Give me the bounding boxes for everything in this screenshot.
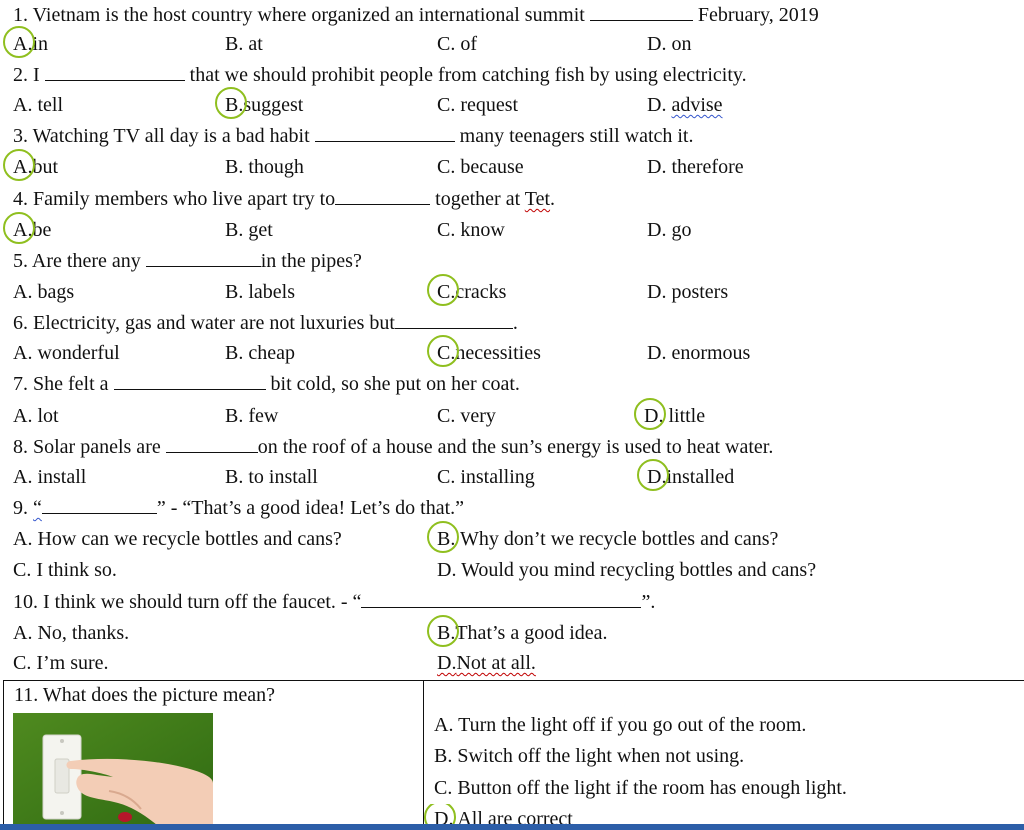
option-a[interactable]: A. lot: [13, 405, 59, 427]
selected-circle-icon: [427, 274, 459, 306]
selected-circle-icon: [634, 398, 666, 430]
selected-circle-icon: [215, 87, 247, 119]
options-10-row1: [0, 618, 1024, 649]
selected-circle-icon: [427, 521, 459, 553]
option-b[interactable]: B. get: [225, 219, 273, 241]
option-d[interactable]: D. enormous: [647, 342, 751, 364]
answer-blank: [395, 310, 513, 329]
option-a[interactable]: A.be: [13, 215, 51, 246]
selected-circle-icon: [637, 459, 669, 491]
options-5: [0, 277, 1024, 308]
selected-circle-icon: [3, 212, 35, 244]
option-b[interactable]: B. though: [225, 156, 304, 178]
question-10: 10. I think we should turn off the faucet. - “ ”.: [13, 591, 656, 613]
option-a[interactable]: A. tell: [13, 94, 63, 116]
question-11: 11. What does the picture mean?: [14, 684, 276, 706]
question-9: 9. “ ” - “That’s a good idea! Let’s do that.”: [13, 497, 464, 519]
option-b[interactable]: B. few: [225, 405, 279, 427]
option-d[interactable]: D. All are correct: [434, 804, 573, 824]
option-a[interactable]: A. No, thanks.: [13, 622, 130, 644]
option-b[interactable]: B.That’s a good idea.: [437, 618, 608, 649]
options-9-row2: [0, 555, 1024, 586]
option-d[interactable]: D. Would you mind recycling bottles and cans?: [437, 559, 817, 581]
option-d[interactable]: D. on: [647, 33, 692, 55]
question-7: 7. She felt a bit cold, so she put on her coat.: [13, 373, 520, 395]
selected-circle-icon: [3, 26, 35, 58]
option-d[interactable]: D. posters: [647, 281, 729, 303]
option-b[interactable]: B. labels: [225, 281, 295, 303]
option-d[interactable]: D. go: [647, 219, 692, 241]
option-a[interactable]: A.but: [13, 152, 58, 183]
option-11-c-row: [0, 773, 1024, 804]
option-11-d-row: [0, 804, 1024, 824]
option-d[interactable]: D. advise: [647, 94, 723, 116]
question-text-after: February, 2019: [697, 4, 819, 26]
option-11-a-row: [0, 710, 1024, 741]
answer-blank: [42, 495, 157, 514]
question-number: 1.: [13, 4, 28, 26]
option-c[interactable]: C. installing: [437, 466, 535, 488]
option-c[interactable]: C. I’m sure.: [13, 652, 109, 674]
option-a[interactable]: A.in: [13, 29, 48, 60]
answer-blank: [166, 434, 258, 453]
option-c[interactable]: C. I think so.: [13, 559, 117, 581]
bottom-bar: [0, 824, 1024, 830]
options-10-row2: [0, 648, 1024, 679]
option-c[interactable]: C.necessities: [437, 338, 541, 369]
option-c[interactable]: C. very: [437, 405, 496, 427]
options-9-row1: [0, 524, 1024, 555]
option-a[interactable]: A. wonderful: [13, 342, 120, 364]
option-11-b-row: [0, 741, 1024, 772]
option-c[interactable]: C. know: [437, 219, 505, 241]
option-b[interactable]: B. Switch off the light when not using.: [434, 745, 745, 767]
option-d[interactable]: D.installed: [647, 462, 734, 493]
options-8: [0, 462, 1024, 493]
options-1: [0, 29, 1024, 60]
options-4: [0, 215, 1024, 246]
options-6: [0, 338, 1024, 369]
question-1: [0, 0, 1024, 31]
selected-circle-icon: [427, 615, 459, 647]
answer-blank: [146, 248, 261, 267]
option-a[interactable]: A. bags: [13, 281, 75, 303]
options-7: [0, 401, 1024, 432]
option-b[interactable]: B. cheap: [225, 342, 295, 364]
option-a[interactable]: A. install: [13, 466, 87, 488]
option-b[interactable]: B.suggest: [225, 90, 303, 121]
answer-blank: [590, 2, 693, 21]
option-b[interactable]: B. Why don’t we recycle bottles and cans?: [437, 524, 778, 555]
option-b[interactable]: B. to install: [225, 466, 318, 488]
option-a[interactable]: A. Turn the light off if you go out of the room.: [434, 714, 807, 736]
selected-circle-icon: [427, 335, 459, 367]
answer-blank: [335, 186, 430, 205]
question-3: 3. Watching TV all day is a bad habit many teenagers still watch it.: [13, 125, 694, 147]
option-c[interactable]: C.cracks: [437, 277, 506, 308]
question-4: 4. Family members who live apart try to together at Tet.: [13, 188, 556, 210]
option-c[interactable]: C. Button off the light if the room has enough light.: [434, 777, 847, 799]
option-c[interactable]: C. of: [437, 33, 478, 55]
option-d[interactable]: D.Not at all.: [437, 652, 536, 674]
question-text: Vietnam is the host country where organized an international summit: [32, 4, 585, 26]
answer-blank: [361, 589, 641, 608]
options-2: [0, 90, 1024, 121]
option-b[interactable]: B. at: [225, 33, 263, 55]
question-6: 6. Electricity, gas and water are not luxuries but .: [13, 312, 518, 334]
option-c[interactable]: C. because: [437, 156, 524, 178]
options-3: [0, 152, 1024, 183]
answer-blank: [315, 123, 455, 142]
option-d[interactable]: D. little: [644, 401, 705, 432]
selected-circle-icon: [3, 149, 35, 181]
answer-blank: [114, 371, 266, 390]
question-8: 8. Solar panels are on the roof of a house and the sun’s energy is used to heat water.: [13, 436, 774, 458]
question-5: 5. Are there any in the pipes?: [13, 250, 362, 272]
option-d[interactable]: D. therefore: [647, 156, 744, 178]
selected-circle-icon: [424, 804, 456, 824]
answer-blank: [45, 62, 185, 81]
question-2: 2. I that we should prohibit people from catching fish by using electricity.: [13, 64, 747, 86]
option-c[interactable]: C. request: [437, 94, 519, 116]
option-a[interactable]: A. How can we recycle bottles and cans?: [13, 528, 342, 550]
